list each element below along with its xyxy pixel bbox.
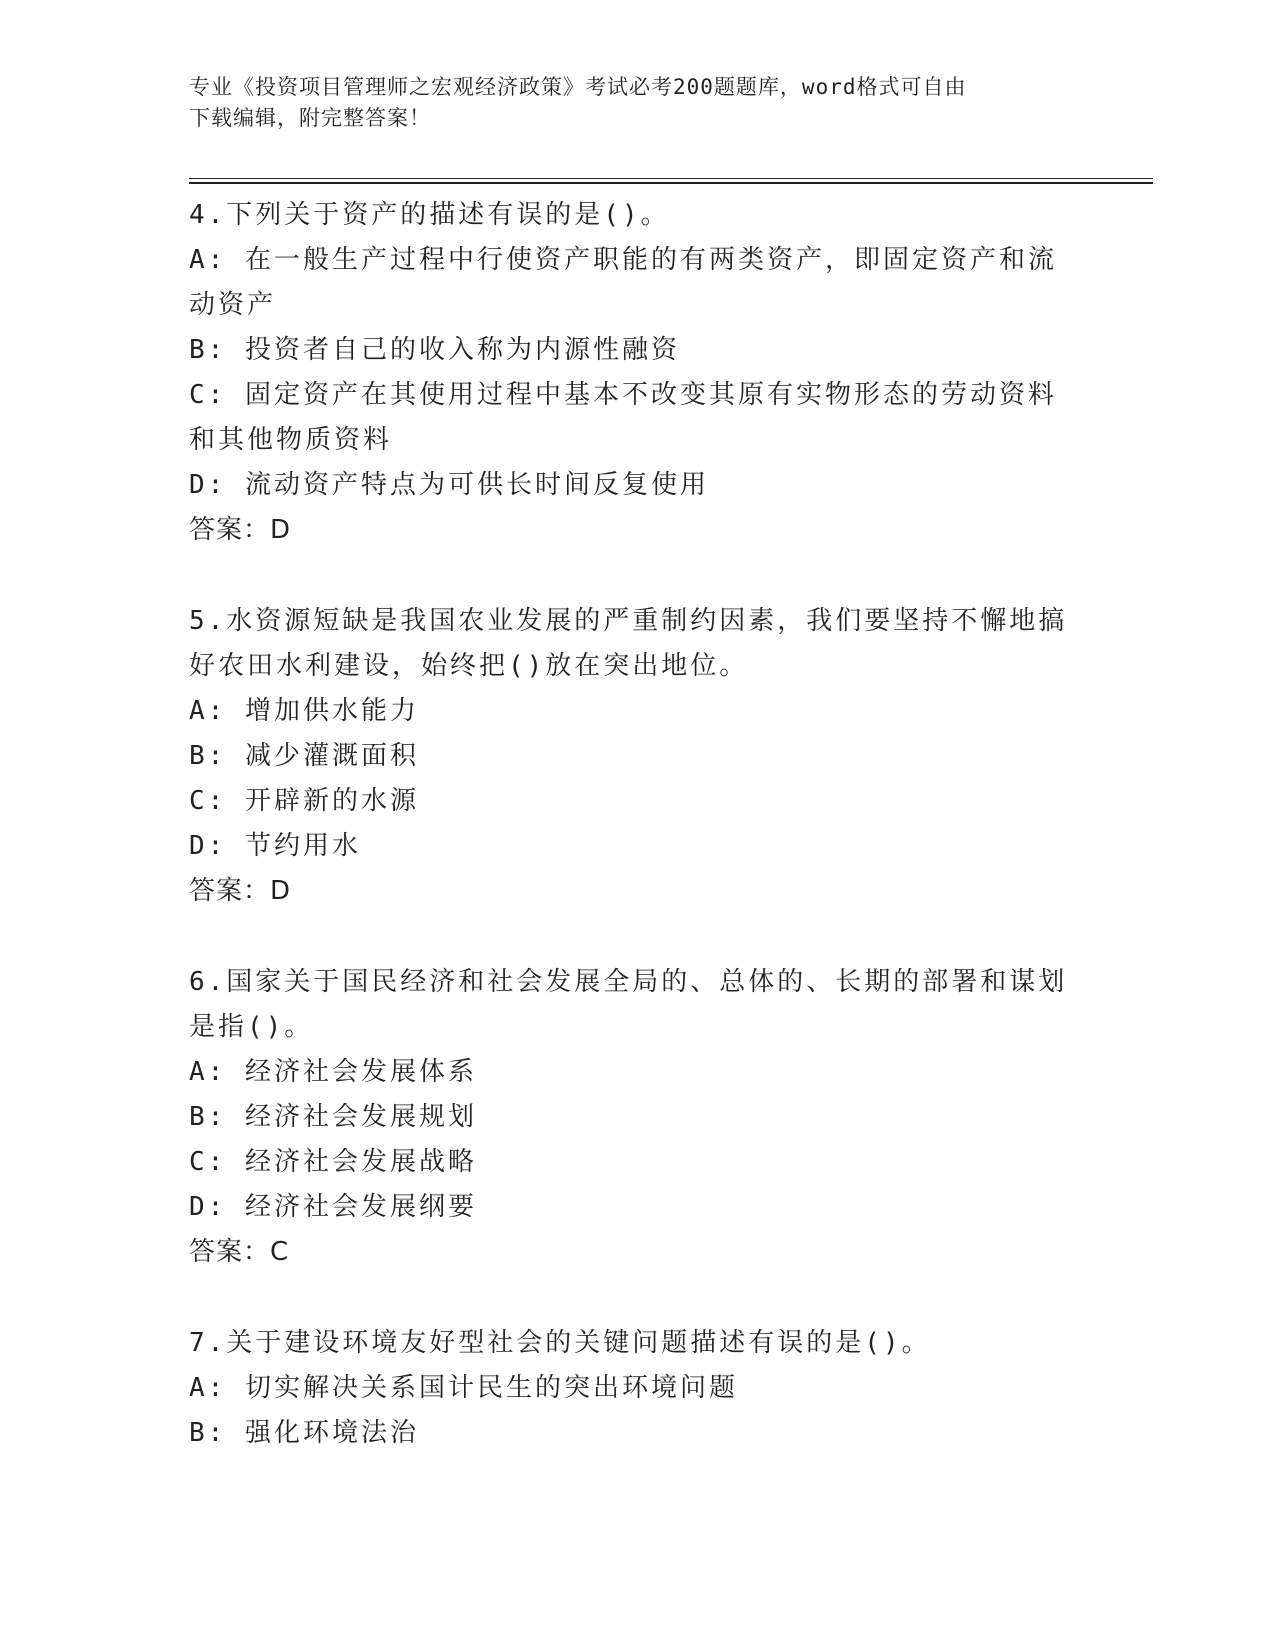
option-a: A: 在一般生产过程中行使资产职能的有两类资产，即固定资产和流动资产 <box>189 245 1057 320</box>
option-d: D: 节约用水 <box>189 831 361 861</box>
question-6 <box>189 960 1079 1275</box>
header-line-1: 专业《投资项目管理师之宏观经济政策》考试必考200题题库，word格式可自由 <box>189 75 967 99</box>
question-7 <box>189 1321 1079 1456</box>
question-list <box>189 193 1079 1502</box>
option-b: B: 减少灌溉面积 <box>189 741 419 771</box>
header-divider-thick <box>189 182 1153 184</box>
answer: 答案：D <box>189 515 292 545</box>
option-a: A: 切实解决关系国计民生的突出环境问题 <box>189 1373 738 1403</box>
option-d: D: 经济社会发展纲要 <box>189 1192 477 1222</box>
option-b: B: 投资者自己的收入称为内源性融资 <box>189 335 680 365</box>
question-4 <box>189 193 1079 553</box>
option-c: C: 开辟新的水源 <box>189 786 419 816</box>
question-text: 6.国家关于国民经济和社会发展全局的、总体的、长期的部署和谋划是指()。 <box>189 967 1068 1042</box>
option-b: B: 经济社会发展规划 <box>189 1102 477 1132</box>
header-line-2: 下载编辑，附完整答案！ <box>189 106 431 130</box>
answer: 答案：C <box>189 1237 290 1267</box>
option-a: A: 增加供水能力 <box>189 696 419 726</box>
header-divider-thin <box>189 178 1153 179</box>
option-d: D: 流动资产特点为可供长时间反复使用 <box>189 470 709 500</box>
option-c: C: 固定资产在其使用过程中基本不改变其原有实物形态的劳动资料和其他物质资料 <box>189 380 1057 455</box>
option-b: B: 强化环境法治 <box>189 1418 419 1448</box>
question-5 <box>189 599 1079 914</box>
question-text: 7.关于建设环境友好型社会的关键问题描述有误的是()。 <box>189 1328 931 1358</box>
option-a: A: 经济社会发展体系 <box>189 1057 477 1087</box>
answer: 答案：D <box>189 876 292 906</box>
question-text: 4.下列关于资产的描述有误的是()。 <box>189 200 670 230</box>
option-c: C: 经济社会发展战略 <box>189 1147 477 1177</box>
document-header <box>189 72 1089 134</box>
question-text: 5.水资源短缺是我国农业发展的严重制约因素，我们要坚持不懈地搞好农田水利建设，始终把()放在突出地位。 <box>189 606 1068 681</box>
